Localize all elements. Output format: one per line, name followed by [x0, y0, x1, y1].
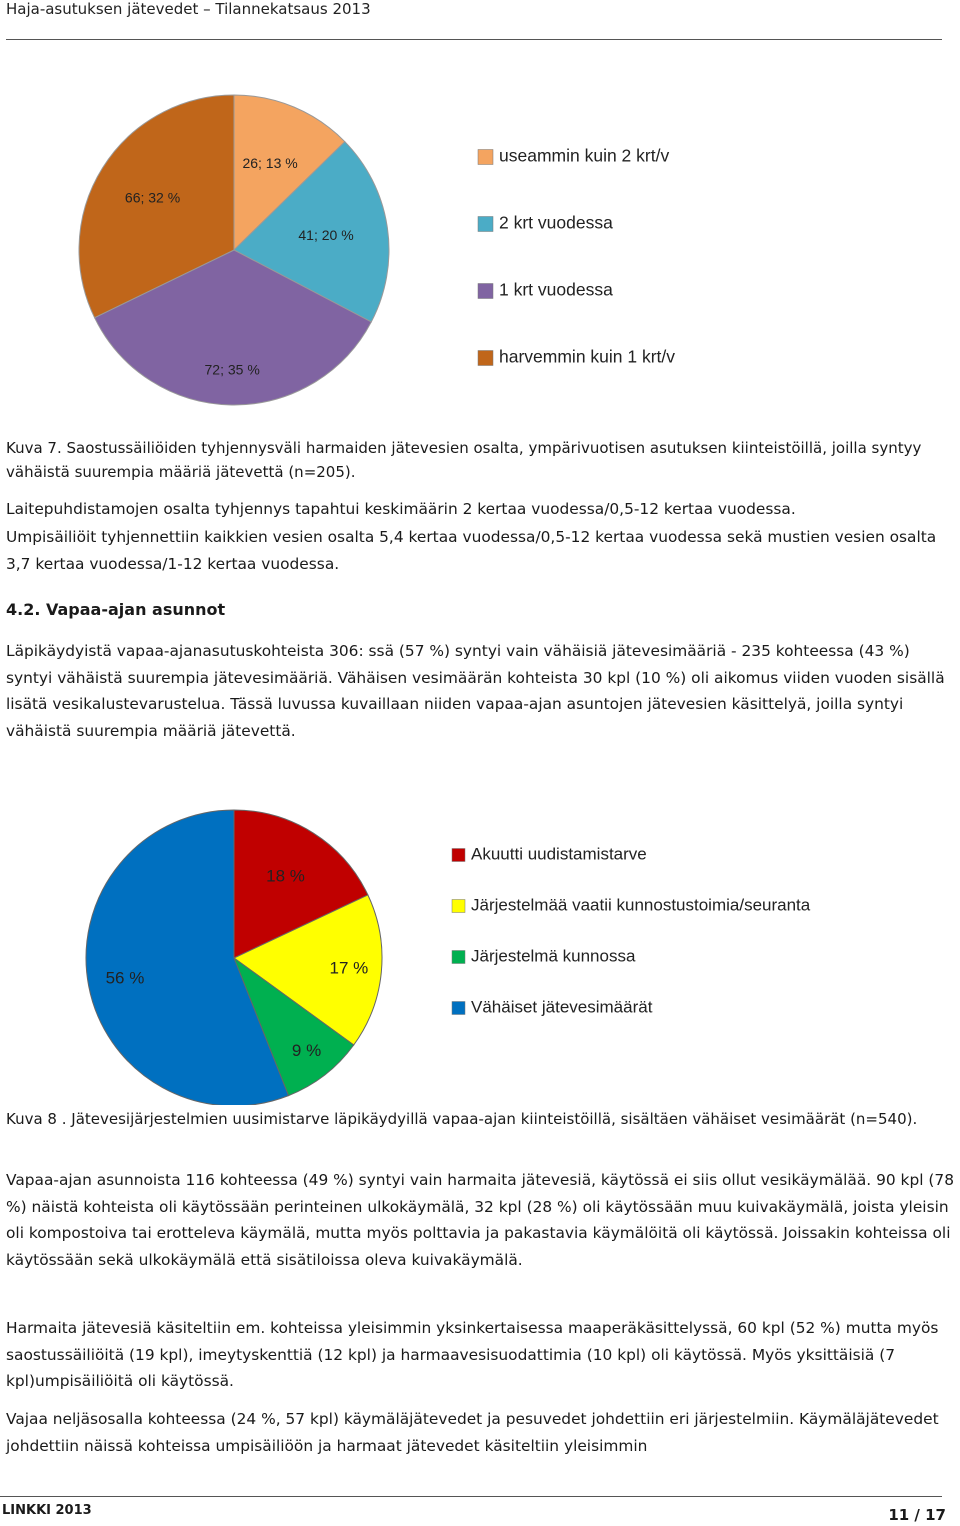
page-number: 11 / 17	[888, 1506, 946, 1524]
legend-label-useammin-kuin-2-krt-v: useammin kuin 2 krt/v	[499, 145, 670, 166]
paragraph-vacation-homes: Läpikäydyistä vapaa-ajanasutuskohteista 306: ssä (57 %) syntyi vain vähäisiä jätevesimääriä - 235 kohteessa (43 %) syntyi vähäistä suurempia jätevesimääriä. Vähäisen vesimäärän kohteista 30 kpl (10 %) oli aikomus viiden vuoden sisällä lisätä vesikalustevarustelua. Tässä luvussa kuvaillaan niiden vapaa-ajan asuntojen jätevesien käsittelyä, joilla syntyi vähäistä suurempia määriä jätevettä.	[6, 642, 945, 740]
data-label-1-krt-vuodessa: 72; 35 %	[204, 361, 260, 378]
figure-7-caption: Kuva 7. Saostussäiliöiden tyhjennysväli harmaiden jätevesien osalta, ympärivuotisen asutuksen kiinteistöillä, joilla syntyy vähäistä suurempia määriä jätevettä (n=205).	[6, 439, 922, 481]
paragraph-separate-systems: Vajaa neljäsosalla kohteessa (24 %, 57 kpl) käymäläjätevedet ja pesuvedet johdettiin eri järjestelmiin. Käymäläjätevedet johdettiin näissä kohteissa umpisäiliöön ja harmaat jätevedet käsiteltiin yleisimmin	[6, 1410, 939, 1455]
data-label-harvemmin-kuin-1-krt-v: 66; 32 %	[124, 189, 181, 206]
legend-label-jarjestelmaa-vaatii-kunnostustoimia-seuranta: Järjestelmää vaatii kunnostustoimia/seuranta	[471, 895, 811, 915]
data-label-vahaiset-jatevesimaarat: 56 %	[105, 968, 145, 988]
paragraph-holding-tanks: Umpisäiliöit tyhjennettiin kaikkien vesien osalta 5,4 kertaa vuodessa/0,5-12 kertaa vuodessa sekä mustien vesien osalta 3,7 kertaa vuodessa/1-12 kertaa vuodessa.	[6, 528, 937, 573]
paragraph-grey-water-only: Vapaa-ajan asunnoista 116 kohteessa (49 %) syntyi vain harmaita jätevesiä, käytössä ei siis ollut vesikäymälää. 90 kpl (78 %) näistä kohteista oli käytössään perinteinen ulkokäymälä, 32 kpl (28 %) oli käytössään muu kuivakäymälä, joista yleisin oli kompostoiva tai erotteleva käymälä, mutta myös polttavia ja pakastavia käymälöitä oli käytössä. Joissakin kohteissa oli käytössään sekä ulkokäymälä että sisätiloissa oleva kuivakäymälä.	[6, 1171, 954, 1269]
legend-swatch-useammin-kuin-2-krt-v	[478, 150, 493, 165]
legend-swatch-harvemmin-kuin-1-krt-v	[478, 351, 493, 366]
data-label-akuutti-uudistamistarve: 18 %	[266, 866, 305, 886]
section-heading-4-2: 4.2. Vapaa-ajan asunnot	[6, 600, 226, 619]
legend-swatch-jarjestelmaa-vaatii-kunnostustoimia-seuranta	[452, 900, 465, 913]
legend-swatch-akuutti-uudistamistarve	[452, 849, 465, 862]
figure-8-caption: Kuva 8 . Jätevesijärjestelmien uusimistarve läpikäydyillä vapaa-ajan kiinteistöillä, sisältäen vähäiset vesimäärät (n=540).	[6, 1110, 918, 1128]
legend-label-2-krt-vuodessa: 2 krt vuodessa	[499, 212, 613, 233]
data-label-jarjestelmaa-vaatii-kunnostustoimia-seuranta: 17 %	[329, 958, 369, 978]
data-label-jarjestelma-kunnossa: 9 %	[291, 1041, 322, 1061]
page-header-title: Haja-asutuksen jätevedet – Tilannekatsaus 2013	[6, 0, 371, 18]
pie-chart-emptying-interval	[0, 85, 960, 415]
legend-label-harvemmin-kuin-1-krt-v: harvemmin kuin 1 krt/v	[499, 346, 676, 367]
footer-divider	[0, 1496, 942, 1497]
legend-label-akuutti-uudistamistarve: Akuutti uudistamistarve	[471, 844, 647, 864]
pie-chart-renewal-need	[0, 805, 960, 1105]
legend-label-jarjestelma-kunnossa: Järjestelmä kunnossa	[471, 946, 636, 966]
header-divider	[6, 39, 942, 40]
footer-organization: LINKKI 2013	[2, 1503, 92, 1518]
legend-label-1-krt-vuodessa: 1 krt vuodessa	[499, 279, 613, 300]
legend-swatch-jarjestelma-kunnossa	[452, 951, 465, 964]
legend-swatch-2-krt-vuodessa	[478, 217, 493, 232]
paragraph-grey-water-treatment: Harmaita jätevesiä käsiteltiin em. kohteissa yleisimmin yksinkertaisessa maaperäkäsittelyssä, 60 kpl (52 %) mutta myös saostussäiliöitä (19 kpl), imeytyskenttiä (12 kpl) ja harmaavesisuodattimia (10 kpl) oli käytössä. Myös yksittäisiä (7 kpl)umpisäiliöitä oli käytössä.	[6, 1319, 939, 1390]
data-label-2-krt-vuodessa: 41; 20 %	[298, 227, 354, 244]
legend-swatch-vahaiset-jatevesimaarat	[452, 1002, 465, 1015]
legend-label-vahaiset-jatevesimaarat: Vähäiset jätevesimäärät	[471, 997, 653, 1017]
legend-swatch-1-krt-vuodessa	[478, 284, 493, 299]
data-label-useammin-kuin-2-krt-v: 26; 13 %	[242, 154, 298, 171]
paragraph-treatment-plants: Laitepuhdistamojen osalta tyhjennys tapahtui keskimäärin 2 kertaa vuodessa/0,5-12 kertaa vuodessa.	[6, 500, 796, 518]
